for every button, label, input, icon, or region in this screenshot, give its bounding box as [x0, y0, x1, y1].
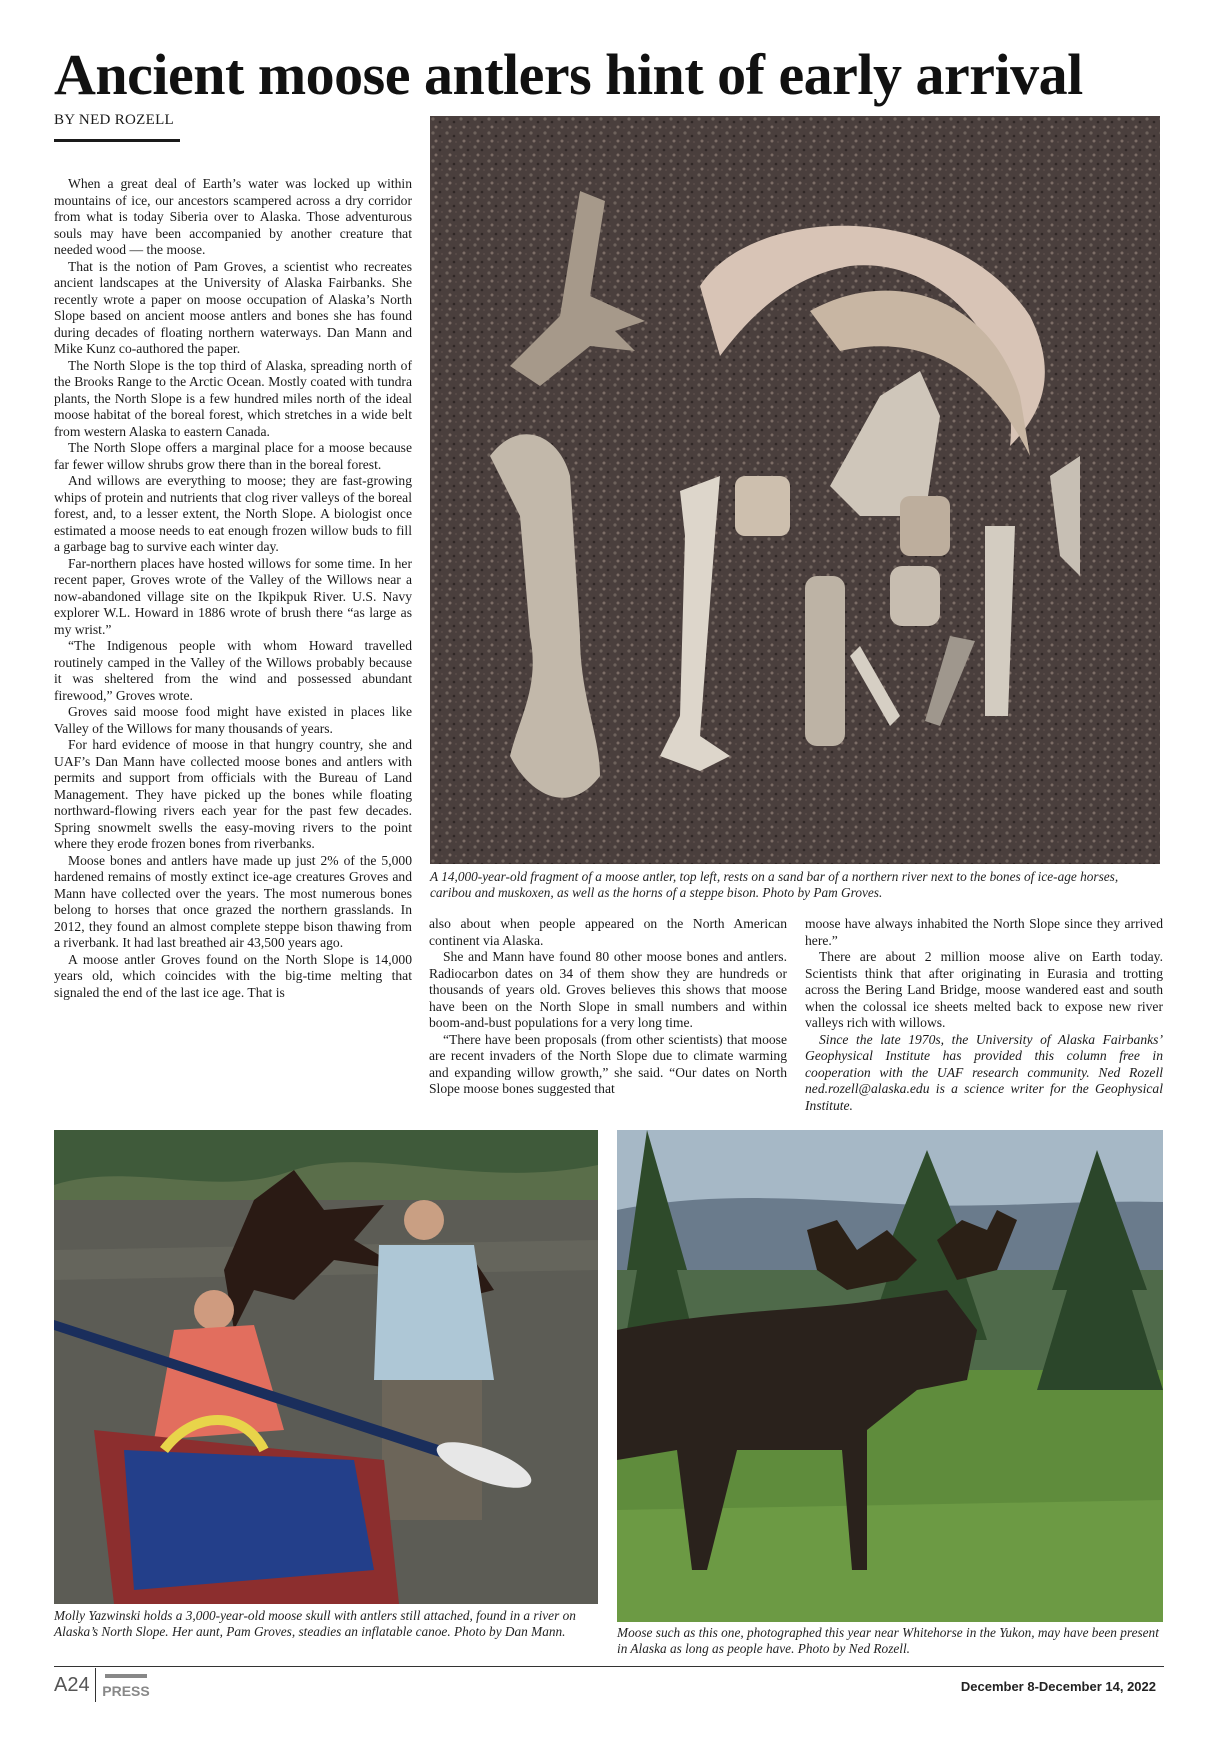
bones-photo-caption: A 14,000-year-old fragment of a moose antler, top left, rests on a sand bar of a northern river next to the bones of ice-age horses, caribou and muskoxen, as well as the horns of a steppe bison. Photo by Pam Groves.	[430, 869, 1119, 900]
bones-photo	[430, 116, 1160, 864]
paragraph: And willows are everything to moose; they are fast-growing whips of protein and nutrients that clog river valleys of the boreal forest, and, to a lesser extent, the North Slope. A biologist once estimated a moose needs to eat enough frozen willow buds to fill a garbage bag to survive each winter day.	[54, 473, 412, 554]
footer-rule	[54, 1666, 1164, 1667]
author-note: Since the late 1970s, the University of Alaska Fairbanks’ Geophysical Institute has provided this column free in cooperation with the UAF research community. Ned Rozell ned.rozell@alaska.edu is a science writer for the Geophysical Institute.	[805, 1031, 1163, 1113]
paragraph: Far-northern places have hosted willows for some time. In her recent paper, Groves wrote of the Valley of the Willows near a now-abandoned village site on the Ikpikpuk River. U.S. Navy explorer W.L. Howard in 1886 wrote of brush there “as large as my wrist.”	[54, 555, 412, 637]
page-number: A24	[54, 1674, 90, 1696]
headline: Ancient moose antlers hint of early arrival	[54, 42, 1083, 107]
issue-date: December 8-December 14, 2022	[960, 1679, 1156, 1694]
press-logo-icon	[102, 1672, 150, 1700]
byline-rule	[54, 139, 180, 142]
paragraph: That is the notion of Pam Groves, a scientist who recreates ancient landscapes at the University of Alaska Fairbanks. She recently wrote a paper on moose occupation of Alaska’s North Slope based on ancient moose antlers and bones she has found during decades of floating northern waterways. Dan Mann and Mike Kunz co-authored the paper.	[54, 258, 412, 356]
moose-photo	[617, 1130, 1163, 1622]
footer-divider	[95, 1668, 96, 1702]
paragraph: The North Slope is the top third of Alaska, spreading north of the Brooks Range to the Arctic Ocean. Mostly coated with tundra plants, the North Slope is a few hundred miles north of the ideal moose habitat of the boreal forest, which stretches in a wide belt from western Alaska to eastern Canada.	[54, 357, 412, 439]
paragraph: Groves said moose food might have existed in places like Valley of the Willows for many thousands of years.	[54, 704, 412, 736]
paragraph: The North Slope offers a marginal place for a moose because far fewer willow shrubs grow there than in the boreal forest.	[54, 440, 412, 472]
article-column-3	[805, 916, 1163, 1116]
canoe-photo-caption: Molly Yazwinski holds a 3,000-year-old moose skull with antlers still attached, found in a river on Alaska’s North Slope. Her aunt, Pam Groves, steadies an inflatable canoe. Photo by Dan Mann.	[54, 1608, 576, 1639]
paragraph: There are about 2 million moose alive on Earth today. Scientists think that after originating in Eurasia and trotting across the Bering Land Bridge, moose wandered east and south when the colossal ice sheets melted back to expose new river valleys rich with willows.	[805, 949, 1163, 1030]
paragraph: “The Indigenous people with whom Howard travelled routinely camped in the Valley of the Willows probably because it was sheltered from the wind and possessed abundant firewood,” Groves wrote.	[54, 638, 412, 703]
moose-photo-caption: Moose such as this one, photographed this year near Whitehorse in the Yukon, may have been present in Alaska as long as people have. Photo by Ned Rozell.	[617, 1625, 1159, 1656]
paragraph: She and Mann have found 80 other moose bones and antlers. Radiocarbon dates on 34 of them show they are hundreds or thousands of years old. Groves believes this shows that moose have been on the North Slope in small numbers and within boom-and-bust populations for a very long time.	[429, 949, 787, 1030]
paragraph: For hard evidence of moose in that hungry country, she and UAF’s Dan Mann have collected moose bones and antlers with permits and support from officials with the Bureau of Land Management. They have picked up the bones while floating northward-flowing rivers each year for the past few decades. Spring snowmelt swells the easy-moving rivers to the point where they erode frozen bones from riverbanks.	[54, 737, 412, 851]
paragraph: Moose bones and antlers have made up just 2% of the 5,000 hardened remains of mostly extinct ice-age creatures Groves and Mann have collected over the years. The most numerous bones belong to horses that once grazed the northern grasslands. In 2012, they found an almost complete steppe bison thawing from a riverbank. It had last breathed air 43,500 years ago.	[54, 852, 412, 950]
paragraph: When a great deal of Earth’s water was locked up within mountains of ice, our ancestors scampered across a dry corridor from what is today Siberia over to Alaska. Those adventurous souls may have been accompanied by another creature that needed wood — the moose.	[54, 176, 412, 257]
byline: BY NED ROZELL	[54, 112, 174, 128]
svg-text:PRESS: PRESS	[102, 1683, 150, 1699]
paragraph: “There have been proposals (from other scientists) that moose are recent invaders of the North Slope due to climate warming and expanding willow growth,” she said. “Our dates on North Slope moose bones suggested that	[429, 1031, 787, 1096]
article-column-1	[54, 176, 412, 1116]
paragraph: also about when people appeared on the North American continent via Alaska.	[429, 916, 787, 948]
article-column-2	[429, 916, 787, 1116]
paragraph: moose have always inhabited the North Slope since they arrived here.”	[805, 916, 1163, 948]
canoe-photo	[54, 1130, 598, 1604]
paragraph: A moose antler Groves found on the North Slope is 14,000 years old, which coincides with the big-time melting that signaled the end of the last ice age. That is	[54, 951, 412, 1000]
